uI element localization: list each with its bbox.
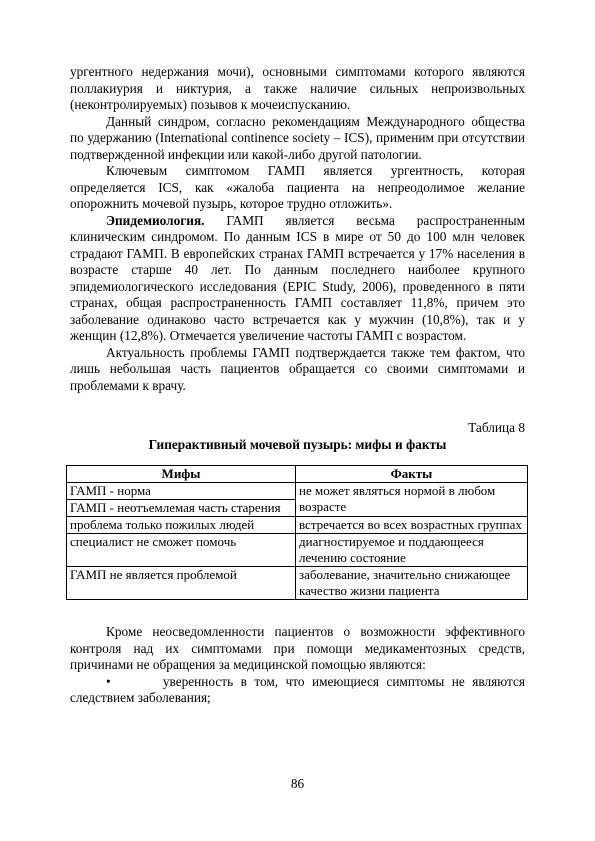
fact-cell: не может являться нормой в любом возрасте [296, 483, 528, 517]
table-row [67, 534, 528, 567]
page-content [70, 64, 525, 707]
header-myths: Мифы [67, 466, 296, 483]
fact-cell: встречается во всех возрастных группах [296, 517, 528, 534]
table-row [67, 567, 528, 600]
table-title: Гиперактивный мочевой пузырь: мифы и факты [148, 436, 447, 452]
page-number: 86 [290, 776, 305, 791]
table-header-row [67, 466, 528, 483]
paragraph-2: Данный синдром, согласно рекомендациям Международного общества по удержанию (International continence society – ICS), применим при отсутствии подтвержденной инфекции или какой-либо другой патологии. [70, 113, 525, 162]
table-row [67, 517, 528, 534]
myth-cell: ГАМП не является проблемой [67, 567, 296, 600]
epidemiology-text: ГАМП является весьма распространенным клиническим синдромом. По данным ICS в мире от 50 до 100 млн человек страдают ГАМП. В европейских странах ГАМП встречается у 17% населения в возрасте старше 40 лет. По данным последнего наиболее крупного эпидемиологического исследования (EPIC Study, 2006), проведенного в пяти странах, общая распространенность ГАМП составляет 11,8%, причем это заболевание одинаково часто встречается как у мужчин (10,8%), так и у женщин (12,8%). Отмечается увеличение частоты ГАМП с возрастом. [70, 212, 525, 343]
myth-cell: ГАМП - норма [67, 483, 296, 500]
bullet-item [70, 674, 525, 707]
table-number: Таблица 8 [468, 420, 525, 435]
paragraph-1: ургентного недержания мочи), основными симптомами которого являются поллакиурия и никтурия, а также наличие сильных непроизвольных (неконтролируемых) позывов к мочеиспусканию. [70, 64, 525, 112]
paragraph-5: Актуальность проблемы ГАМП подтверждается также тем фактом, что лишь небольшая часть пациентов обращается со своими симптомами и проблемами к врачу. [70, 344, 525, 393]
bullet-mark: • [106, 673, 111, 689]
myth-cell: проблема только пожилых людей [67, 517, 296, 534]
fact-cell: заболевание, значительно снижающее качество жизни пациента [296, 567, 528, 600]
paragraph-3: Ключевым симптомом ГАМП является ургентность, которая определяется ICS, как «жалоба пациента на непреодолимое желание опорожнить мочевой пузырь, которое трудно отложить». [70, 163, 525, 211]
header-facts: Факты [296, 466, 528, 483]
myths-facts-table [66, 465, 528, 600]
bullet-text: уверенность в том, что имеющиеся симптомы не являются следствием заболевания; [70, 673, 525, 705]
myth-cell: ГАМП - неотъемлемая часть старения [67, 500, 296, 517]
table-row [67, 483, 528, 500]
myth-cell: специалист не сможет помочь [67, 534, 296, 567]
paragraph-6: Кроме неосведомленности пациентов о возможности эффективного контроля над их симптомами при помощи медикаментозных средств, причинами не обращения за медицинской помощью являются: [70, 624, 525, 672]
epidemiology-heading: Эпидемиология. [106, 212, 205, 228]
paragraph-epidemiology [70, 213, 525, 345]
fact-cell: диагностируемое и поддающееся лечению состояние [296, 534, 528, 567]
